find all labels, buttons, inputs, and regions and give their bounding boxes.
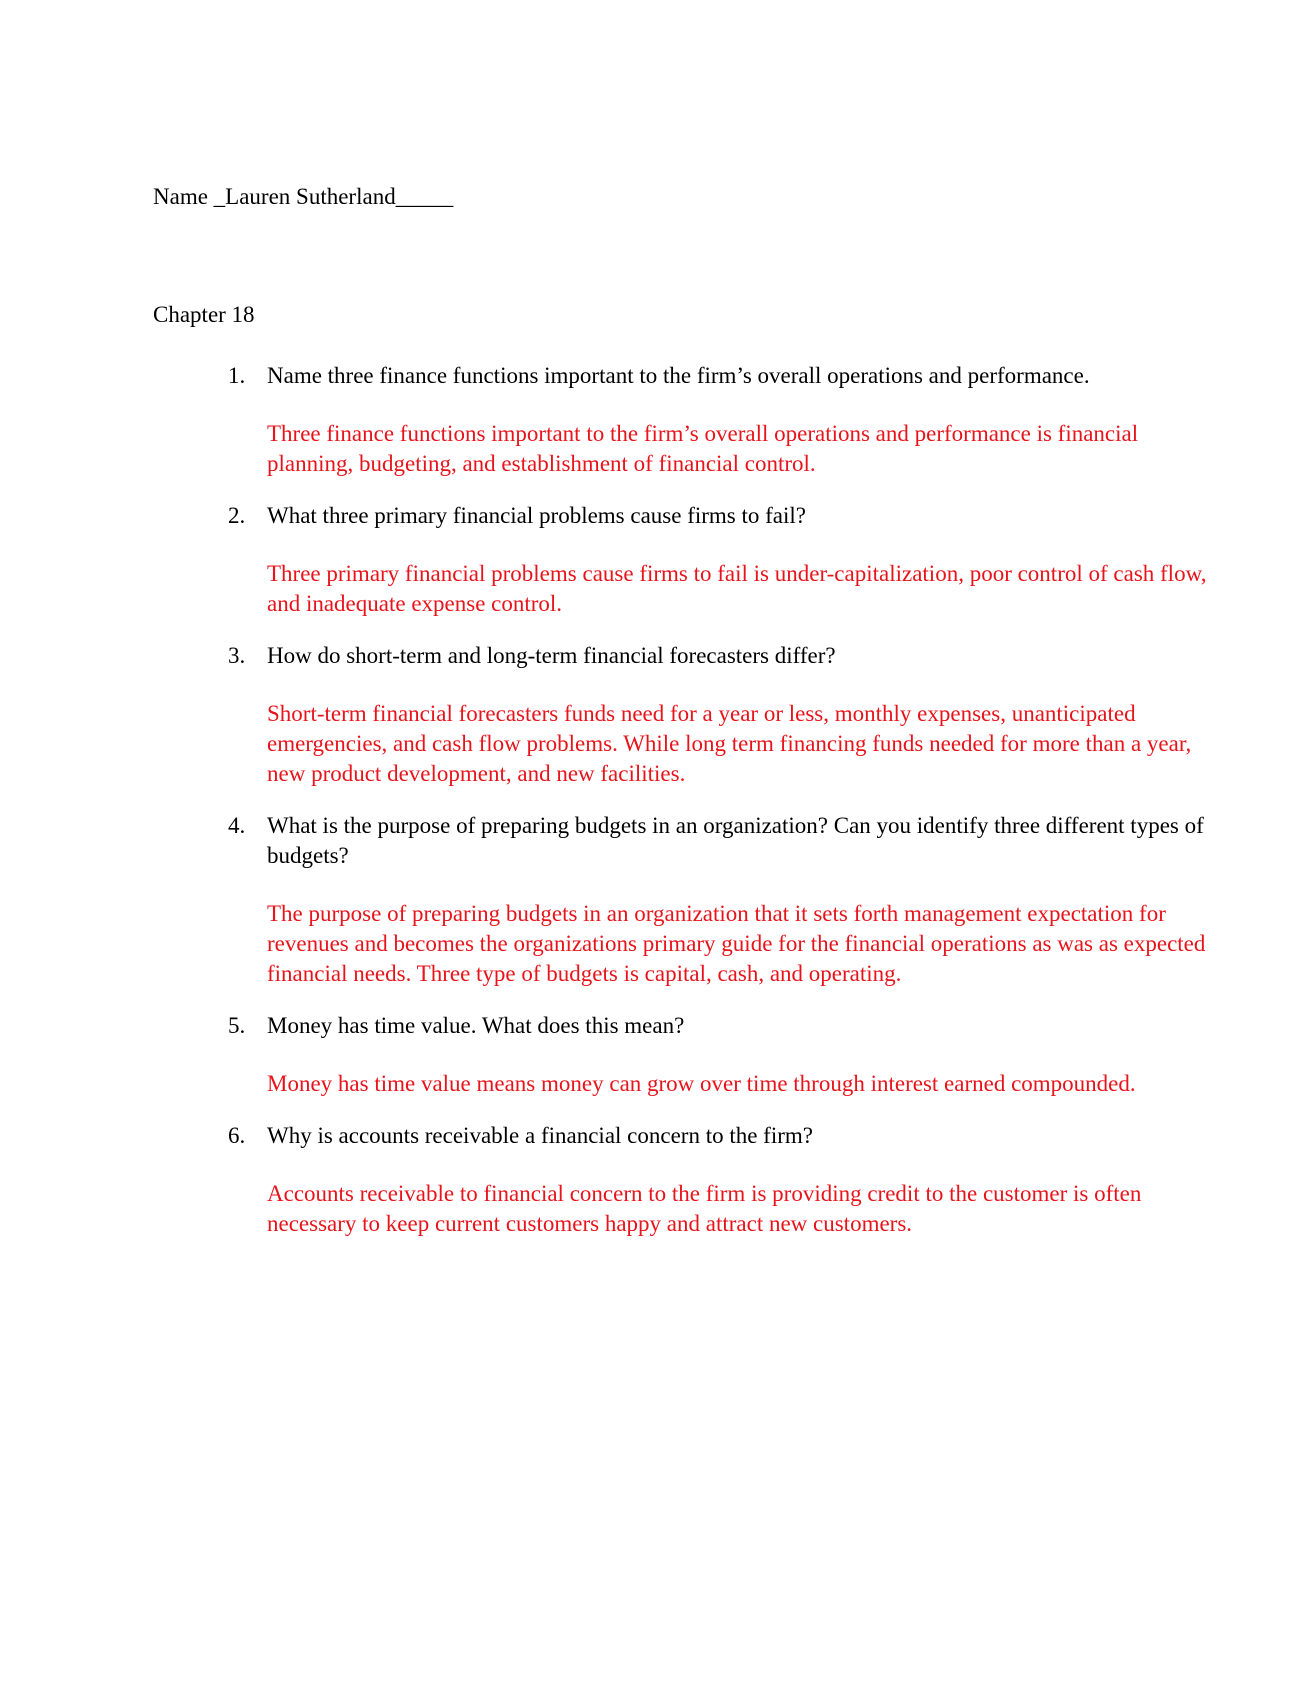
question-item-3 bbox=[228, 641, 1228, 789]
chapter-heading: Chapter 18 bbox=[153, 302, 255, 327]
student-name-line: Name _Lauren Sutherland_____ bbox=[153, 184, 454, 209]
answer-text: Accounts receivable to financial concern to the firm is providing credit to the customer is often necessary to keep current customers happy and attract new customers. bbox=[267, 1181, 1142, 1236]
question-text: Why is accounts receivable a financial concern to the firm? bbox=[267, 1123, 813, 1148]
question-text: What three primary financial problems cause firms to fail? bbox=[267, 503, 807, 528]
answer-text: The purpose of preparing budgets in an organization that it sets forth management expectation for revenues and becomes the organizations primary guide for the financial operations as was as expected financial needs. Three type of budgets is capital, cash, and operating. bbox=[267, 901, 1206, 986]
question-text: What is the purpose of preparing budgets in an organization? Can you identify three different types of budgets? bbox=[267, 813, 1204, 868]
answer-text: Money has time value means money can grow over time through interest earned compounded. bbox=[267, 1071, 1136, 1096]
question-text: Money has time value. What does this mean? bbox=[267, 1013, 685, 1038]
answer-text: Short-term financial forecasters funds need for a year or less, monthly expenses, unanticipated emergencies, and cash flow problems. While long term financing funds needed for more than a year, new product development, and new facilities. bbox=[267, 701, 1192, 786]
question-item-2 bbox=[228, 501, 1228, 619]
question-number: 3. bbox=[228, 643, 246, 668]
question-item-5 bbox=[228, 1011, 1228, 1099]
question-number: 2. bbox=[228, 503, 246, 528]
question-item-1 bbox=[228, 361, 1228, 479]
question-number: 4. bbox=[228, 813, 246, 838]
question-item-6 bbox=[228, 1121, 1228, 1239]
question-text: How do short-term and long-term financial forecasters differ? bbox=[267, 643, 836, 668]
question-list bbox=[228, 361, 1228, 1261]
question-number: 1. bbox=[228, 363, 246, 388]
question-item-4 bbox=[228, 811, 1228, 989]
answer-text: Three finance functions important to the firm’s overall operations and performance is financial planning, budgeting, and establishment of financial control. bbox=[267, 421, 1139, 476]
question-number: 5. bbox=[228, 1013, 246, 1038]
question-text: Name three finance functions important to the firm’s overall operations and performance. bbox=[267, 363, 1090, 388]
question-number: 6. bbox=[228, 1123, 246, 1148]
answer-text: Three primary financial problems cause firms to fail is under-capitalization, poor control of cash flow, and inadequate expense control. bbox=[267, 561, 1207, 616]
